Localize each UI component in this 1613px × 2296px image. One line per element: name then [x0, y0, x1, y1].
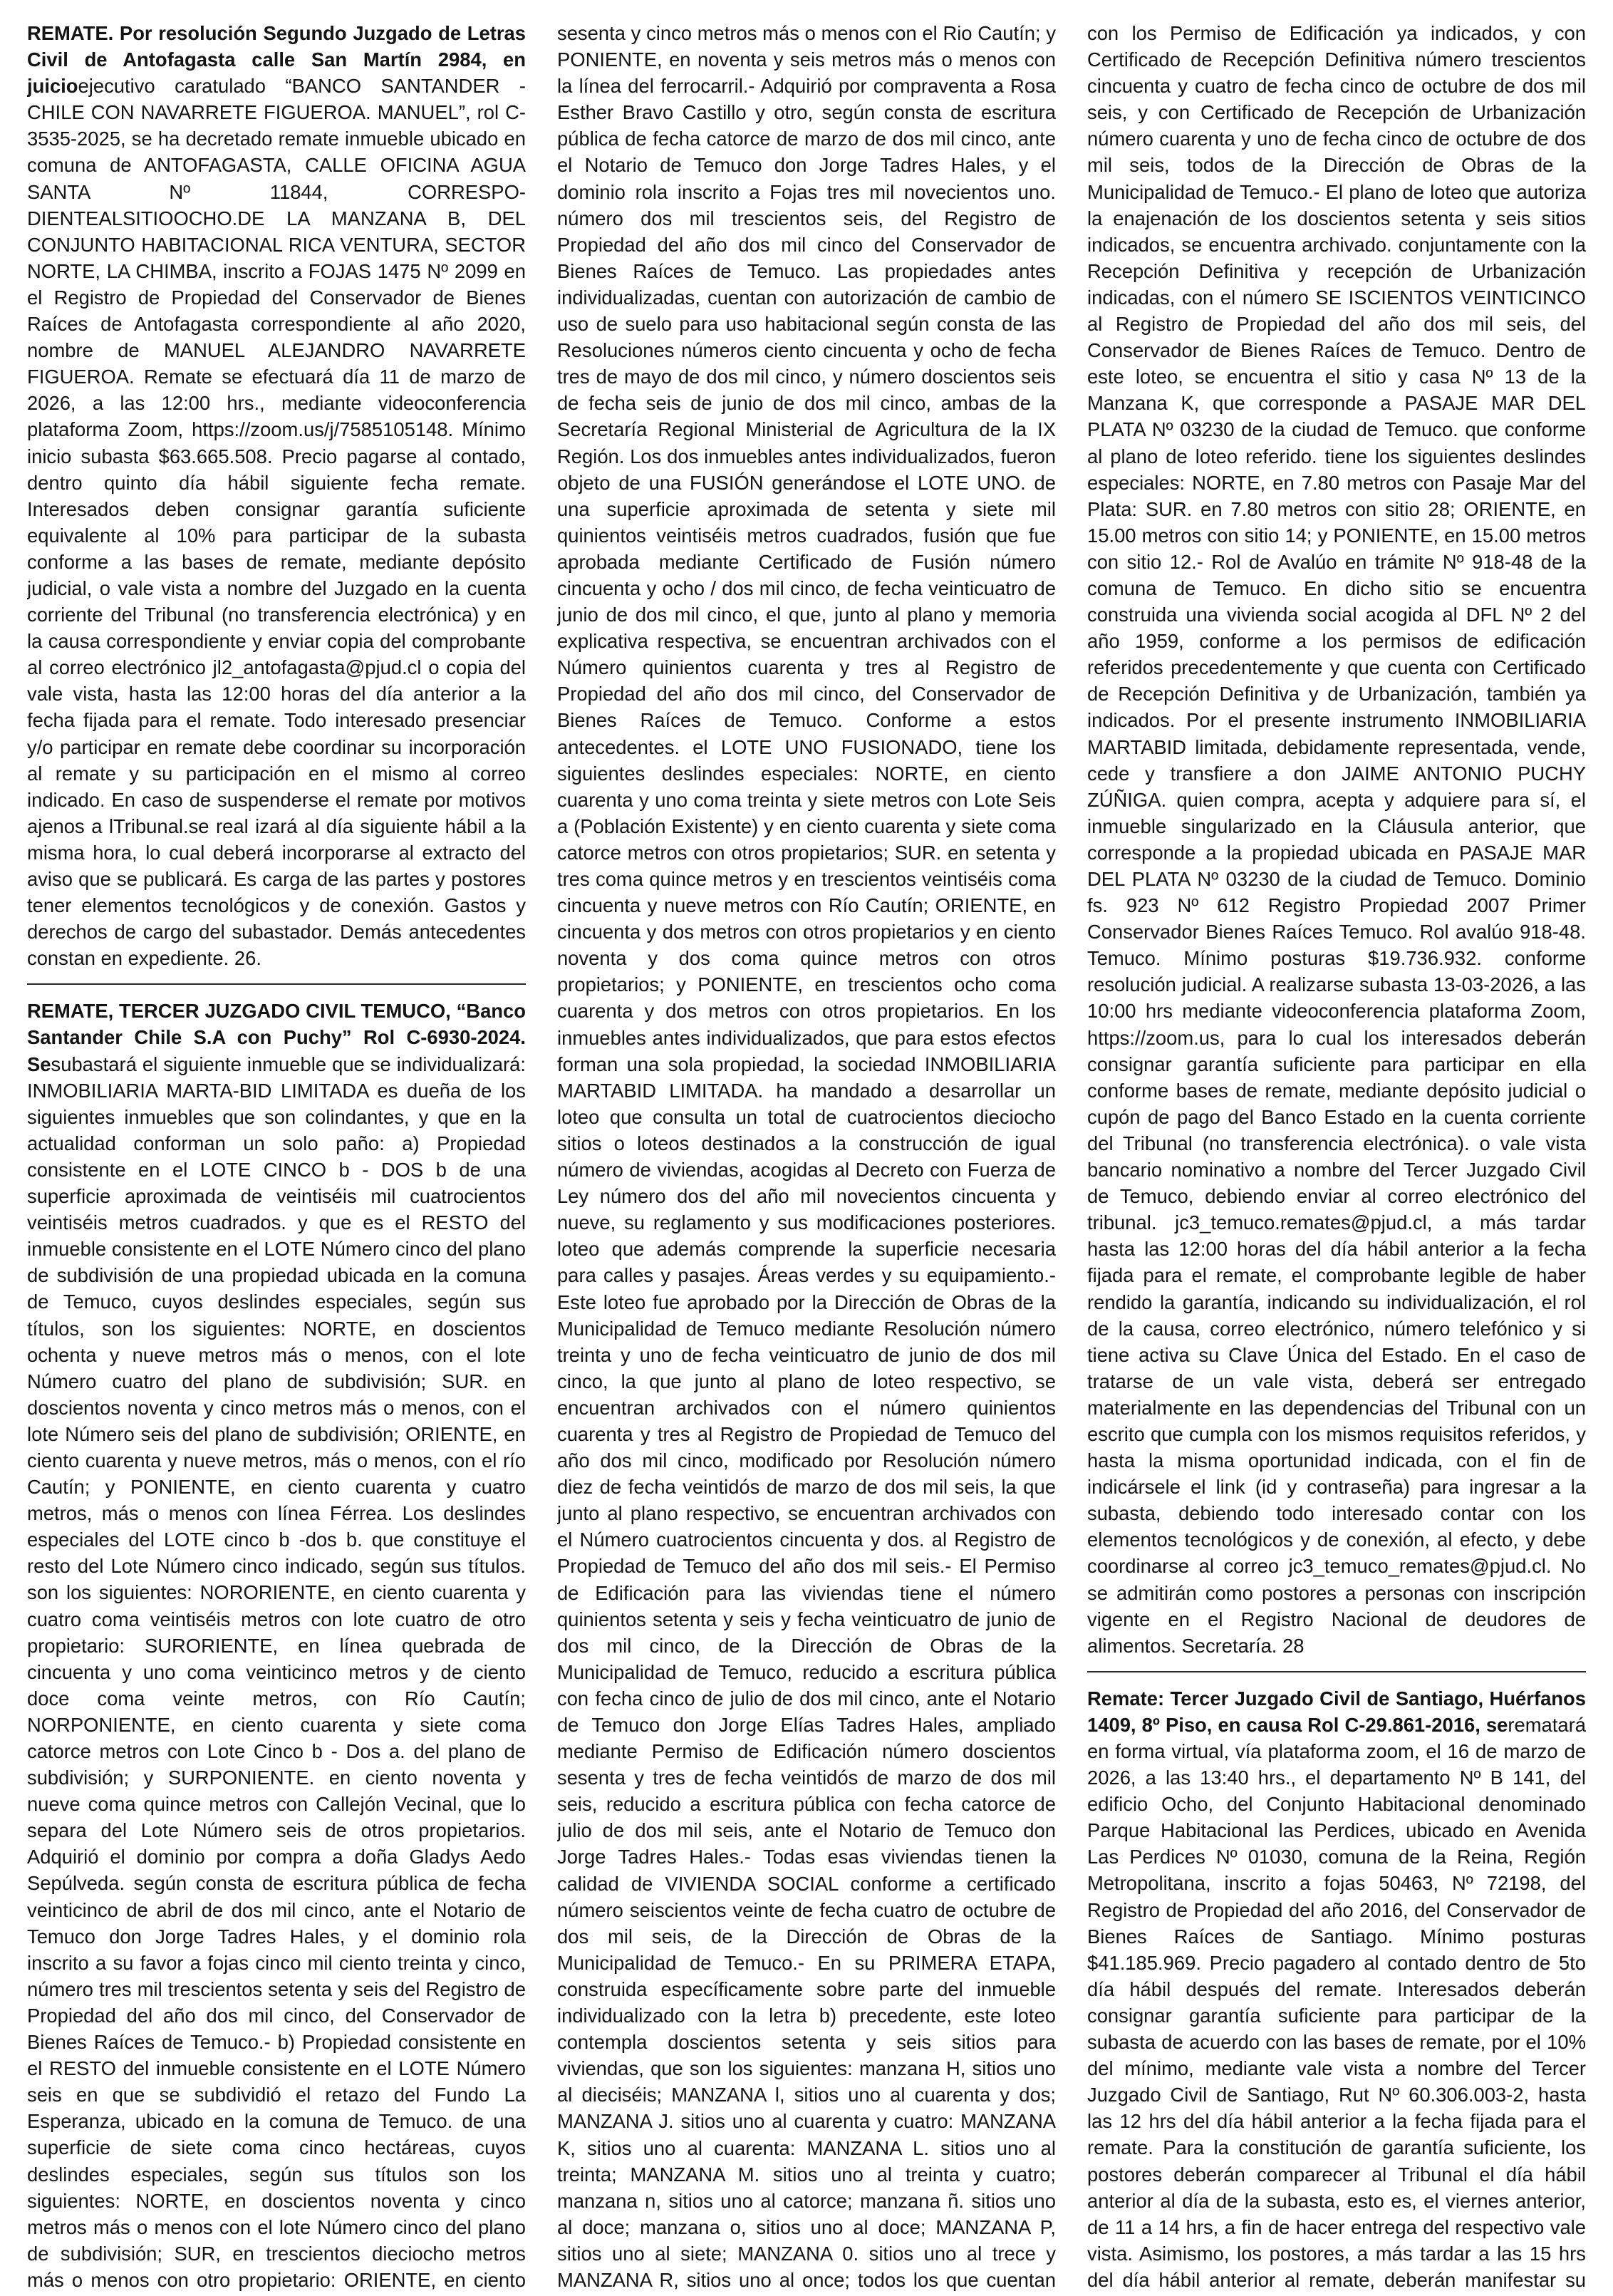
notice-text [1087, 20, 1586, 1659]
legal-notice-temuco [27, 998, 526, 2293]
notice-divider [27, 983, 526, 985]
column [557, 20, 1056, 2296]
legal-notice-temuco [1087, 20, 1586, 1659]
notice-divider [1087, 1671, 1586, 1672]
notice-body: sesenta y cinco metros más o menos con el Rio Cautín; y PONIENTE, en noventa y seis metros más o menos con la línea del ferrocarril.- Adquirió por compraventa a Rosa Esther Bravo Castillo y otro, según consta de escritura pública de fecha catorce de marzo de dos mil cinco, ante el Notario de Temuco don Jorge Tadres Hales, y el dominio rola inscrito a Fojas tres mil novecientos uno. número dos mil trescientos seis, del Registro de Propiedad del año dos mil cinco del Conservador de Bienes Raíces de Temuco. Las propiedades antes individualizadas, cuentan con autorización de cambio de uso de suelo para uso habitacional según consta de las Resoluciones números ciento cincuenta y ocho de fecha tres de mayo de dos mil cinco, y número doscientos seis de fecha seis de junio de dos mil cinco, ambas de la Secretaría Regional Ministerial de Agricultura de la IX Región. Los dos inmuebles antes individualizados, fueron objeto de una FUSIÓN generándose el LOTE UNO. de una superficie aproximada de setenta y siete mil quinientos veintiséis metros cuadrados, fusión que fue aprobada mediante Certificado de Fusión número cincuenta y ocho / dos mil cinco, de fecha veinticuatro de junio de dos mil cinco, el que, junto al plano y memoria explicativa respectiva, se encuentran archivados con el Número quinientos cuarenta y tres al Registro de Propiedad del año dos mil cinco, del Conservador de Bienes Raíces de Temuco. Conforme a estos antecedentes. el LOTE UNO FUSIONADO, tiene los siguientes deslindes especiales: NORTE, en ciento cuarenta y uno coma treinta y siete metros con Lote Seis a (Población Existente) y en ciento cuarenta y siete coma catorce metros con otros propietarios; SUR. en setenta y tres coma quince metros y en trescientos veintiséis coma cincuenta y nueve metros con Río Cautín; ORIENTE, en cincuenta y dos metros con otros propietarios y en ciento noventa y dos coma quince metros con otros propietarios; y PONIENTE, en trescientos ocho coma cuarenta y dos metros con otros propietarios. En los inmuebles antes individualizados, que para estos efectos forman una sola propiedad, la sociedad INMOBILIARIA MARTABID LIMITADA. ha mandado a desarrollar un loteo que consulta un total de cuatrocientos dieciocho sitios o loteos destinados a la construcción de igual número de viviendas, acogidas al Decreto con Fuerza de Ley número dos del año mil novecientos cincuenta y nueve, su reglamento y sus modificaciones posteriores. loteo que además comprende la superficie necesaria para calles y pasajes. Áreas verdes y su equipamiento.- Este loteo fue aprobado por la Dirección de Obras de la Municipalidad de Temuco mediante Resolución número treinta y uno de fecha veinticuatro de junio de dos mil cinco, la que junto al plano de loteo respectivo, se encuentran archivados con el número quinientos cuarenta y tres al Registro de Propiedad de Temuco del año dos mil cinco, modificado por Resolución número diez de fecha veintidós de marzo de dos mil seis, la que junto al plano respectivo, se encuentran archivados con el Número cuatrocientos cincuenta y dos. al Registro de Propiedad de Temuco del año dos mil seis.- El Permiso de Edificación para las viviendas tiene el número quinientos setenta y seis y fecha veinticuatro de junio de dos mil cinco, de la Dirección de Obras de la Municipalidad de Temuco, reducido a escritura pública con fecha cinco de julio de dos mil cinco, ante el Notario de Temuco don Jorge Elías Tadres Hales, ampliado mediante Permiso de Edificación número doscientos sesenta y tres de fecha veintidós de marzo de dos mil seis, reducido a escritura pública con fecha catorce de julio de dos mil seis, ante el Notario de Temuco don Jorge Tadres Hales.- Todas esas viviendas tienen la calidad de VIVIENDA SOCIAL conforme a certificado número seiscientos veinte de fecha cuatro de octubre de dos mil seis, de la Dirección de Obras de la Municipalidad de Temuco.- En su PRIMERA ETAPA, construida específicamente sobre parte del inmueble individualizado con la letra b) precedente, este loteo contempla doscientos setenta y seis sitios para viviendas, que son los siguientes: manzana H, sitios uno al dieciséis; MANZANA l, sitios uno al cuarenta y dos; MANZANA J. sitios uno al cuarenta y cuatro: MANZANA K, sitios uno al cuarenta: MANZANA L. sitios uno al treinta; MANZANA M. sitios uno al treinta y cuatro; manzana n, sitios uno al catorce; manzana ñ. sitios uno al doce; manzana o, sitios uno al doce; MANZANA P, sitios uno al siete; MANZANA 0. sitios uno al trece y MANZANA R, sitios uno al once; todos los que cuentan [557, 22, 1056, 2291]
notice-body: rematará en forma virtual, vía plataforma zoom, el 16 de marzo de 2026, a las 13:40 hrs., el departamento Nº B 141, del edificio Ocho, del Conjunto Habitacional denominado Parque Habitacional las Perdices, ubicado en Avenida Las Perdices Nº 01030, comuna de la Reina, Región Metropolitana, inscrito a fojas 50463, Nº 72198, del Registro de Propiedad del año 2016, del Conservador de Bienes Raíces de Santiago. Mínimo posturas $41.185.969. Precio pagadero al contado dentro de 5to día hábil después del remate. Interesados deberán consignar garantía suficiente para participar de la subasta de acuerdo con las bases de remate, por el 10% del mínimo, mediante vale vista a nombre del Tercer Juzgado Civil de Santiago, Rut Nº 60.306.003-2, hasta las 12 hrs del día hábil anterior a la fecha fijada para el remate. Para la constitución de garantía suficiente, los postores deberán comparecer al Tribunal el día hábil anterior al día de la subasta, esto es, el viernes anterior, de 11 a 14 hrs, a fin de hacer entrega del respectivo vale vista. Asimismo, los postores, a más tardar a las 15 hrs del día hábil anterior al remate, deberán manifestar su [1087, 1713, 1586, 2291]
notice-body: ejecutivo caratulado “BANCO SANTANDER - CHILE CON NAVARRETE FIGUEROA. MANUEL”, rol C-3535-2025, se ha decretado remate inmueble ubicado en comuna de ANTOFAGASTA, CALLE OFICINA AGUA SANTA Nº 11844, CORRESPO-DIENTEALSITIOOCHO.DE LA MANZANA B, DEL CONJUNTO HABITACIONAL RICA VENTURA, SECTOR NORTE, LA CHIMBA, inscrito a FOJAS 1475 Nº 2099 en el Registro de Propiedad del Conservador de Bienes Raíces de Antofagasta correspondiente al año 2020, nombre de MANUEL ALEJANDRO NAVARRETE FIGUEROA. Remate se efectuará día 11 de marzo de 2026, a las 12:00 hrs., mediante videoconferencia plataforma Zoom, https://zoom.us/j/7585105148. Mínimo inicio subasta $63.665.508. Precio pagarse al contado, dentro quinto día hábil siguiente fecha remate. Interesados deben consignar garantía suficiente equivalente al 10% para participar de la subasta conforme a las bases de remate, mediante depósito judicial, o vale vista a nombre del Juzgado en la cuenta corriente del Tribunal (no transferencia electrónica) y en la causa correspondiente y enviar copia del comprobante al correo electrónico jl2_antofagasta@pjud.cl o copia del vale vista, hasta las 12:00 horas del día anterior a la fecha fijada para el remate. Todo interesado presenciar y/o participar en remate debe coordinar su incorporación al remate y su participación en el mismo al correo indicado. En caso de suspenderse el remate por motivos ajenos a lTribunal.se real izará al día siguiente hábil a la misma hora, lo cual deberá incorporarse al extracto del aviso que se publicará. Es carga de las partes y postores tener elementos tecnológicos y de conexión. Gastos y derechos de cargo del subastador. Demás antecedentes constan en expediente. 26. [27, 75, 526, 970]
notice-text [27, 20, 526, 971]
notice-text [27, 998, 526, 2293]
column [27, 20, 526, 2296]
legal-notice-antofagasta [27, 20, 526, 971]
notice-heading: REMATE. Por resolución Segundo Juzgado de Letras Civil de Antofagasta calle San Martín 2984, en juicio [27, 22, 526, 98]
notice-body: subastará el siguiente inmueble que se individualizará: INMOBILIARIA MARTA-BID LIMITADA es dueña de los siguientes inmuebles que son colindantes, y que en la actualidad conforman un solo paño: a) Propiedad consistente en el LOTE CINCO b - DOS b de una superficie aproximada de veintiséis mil cuatrocientos veintiséis metros cuadrados. y que es el RESTO del inmueble consistente en el LOTE Número cinco del plano de subdivisión de una propiedad ubicada en la comuna de Temuco, cuyos deslindes especiales, según sus títulos, son los siguientes: NORTE, en doscientos ochenta y nueve metros más o menos, con el lote Número cuatro del plano de subdivisión; SUR. en doscientos noventa y cinco metros más o menos, con el lote Número seis del plano de subdivisión; ORIENTE, en ciento cuarenta y nueve metros, más o menos, con el río Cautín; y PONIENTE, en ciento cuarenta y cuatro metros, más o menos con línea Férrea. Los deslindes especiales del LOTE cinco b -dos b. que constituye el resto del Lote Número cinco indicado, según sus títulos. son los siguientes: NORORIENTE, en ciento cuarenta y cuatro coma veintiséis metros con lote cuatro de otro propietario: SURORIENTE, en línea quebrada de cincuenta y uno coma veinticinco metros y de ciento doce coma veinte metros, con Río Cautín; NORPONIENTE, en ciento cuarenta y siete coma catorce metros con Lote Cinco b - Dos a. del plano de subdivisión; y SURPONIENTE. en ciento noventa y nueve coma quince metros con Callejón Vecinal, que lo separa del Lote Número seis de otros propietarios. Adquirió el dominio por compra a doña Gladys Aedo Sepúlveda. según consta de escritura pública de fecha veinticinco de abril de dos mil cinco, ante el Notario de Temuco don Jorge Tadres Hales, y el dominio rola inscrito a su favor a fojas cinco mil ciento treinta y cinco, número tres mil trescientos setenta y seis del Registro de Propiedad del año dos mil cinco, del Conservador de Bienes Raíces de Temuco.- b) Propiedad consistente en el RESTO del inmueble consistente en el LOTE Número seis en que se subdividió el retazo del Fundo La Esperanza, ubicado en la comuna de Temuco. de una superficie de siete coma cinco hectáreas, cuyos deslindes especiales, según sus títulos son los siguientes: NORTE, en doscientos noventa y cinco metros más o menos con el lote Número cinco del plano de subdivisión; SUR, en trescientos dieciocho metros más o menos con otro propietario: ORIENTE, en ciento [27, 1053, 526, 2291]
notice-body: con los Permiso de Edificación ya indicados, y con Certificado de Recepción Definitiva número trescientos cincuenta y cuatro de fecha cinco de octubre de dos mil seis, y con Certificado de Recepción de Urbanización número cuarenta y uno de fecha cinco de octubre de dos mil seis, todos de la Dirección de Obras de la Municipalidad de Temuco.- El plano de loteo que autoriza la enajenación de los doscientos setenta y seis sitios indicados, se encuentra archivado. conjuntamente con la Recepción Definitiva y recepción de Urbanización indicadas, con el número SE ISCIENTOS VEINTICINCO al Registro de Propiedad del año dos mil seis, del Conservador de Bienes Raíces de Temuco. Dentro de este loteo, se encuentra el sitio y casa Nº 13 de la Manzana K, que corresponde a PASAJE MAR DEL PLATA Nº 03230 de la ciudad de Temuco. que conforme al plano de loteo referido. tiene los siguientes deslindes especiales: NORTE, en 7.80 metros con Pasaje Mar del Plata: SUR. en 7.80 metros con sitio 28; ORIENTE, en 15.00 metros con sitio 14; y PONIENTE, en 15.00 metros con sitio 12.- Rol de Avalúo en trámite Nº 918-48 de la comuna de Temuco. En dicho sitio se encuentra construida una vivienda social acogida al DFL Nº 2 del año 1959, conforme a los permisos de edificación referidos precedentemente y que cuenta con Certificado de Recepción Definitiva y de Urbanización, también ya indicados. Por el presente instrumento INMOBILIARIA MARTABID limitada, debidamente representada, vende, cede y transfiere a don JAIME ANTONIO PUCHY ZÚÑIGA. quien compra, acepta y adquiere para sí, el inmueble singularizado en la Cláusula anterior, que corresponde a la propiedad ubicada en PASAJE MAR DEL PLATA Nº 03230 de la ciudad de Temuco. Dominio fs. 923 Nº 612 Registro Propiedad 2007 Primer Conservador Bienes Raíces Temuco. Rol avalúo 918-48. Temuco. Mínimo posturas $19.736.932. conforme resolución judicial. A realizarse subasta 13-03-2026, a las 10:00 hrs mediante videoconferencia plataforma Zoom, https://zoom.us, para lo cual los interesados deberán consignar garantía suficiente para participar en ella conforme bases de remate, mediante depósito judicial o cupón de pago del Banco Estado en la cuenta corriente del Tribunal (no transferencia electrónica). o vale vista bancario nominativo a nombre del Tercer Juzgado Civil de Temuco, debiendo enviar al correo electrónico del tribunal. jc3_temuco.remates@pjud.cl, a más tardar hasta las 12:00 horas del día hábil anterior a la fecha fijada para el remate, el comprobante legible de haber rendido la garantía, indicando su individualización, el rol de la causa, correo electrónico, número telefónico y si tiene activa su Clave Única del Estado. En el caso de tratarse de un vale vista, deberá ser entregado materialmente en las dependencias del Tribunal con un escrito que cumpla con los mismos requisitos referidos, y hasta la misma oportunidad indicada, con el fin de indicársele el link (id y contraseña) para ingresar a la subasta, debiendo todo interesado contar con los elementos tecnológicos y de conexión, al efecto, y debe coordinarse al correo jc3_temuco_remates@pjud.cl. No se admitirán como postores a personas con inscripción vigente en el Registro Nacional de deudores de alimentos. Secretaría. 28 [1087, 22, 1586, 1657]
notice-heading: Remate: Tercer Juzgado Civil de Santiago, Huérfanos 1409, 8º Piso, en causa Rol C-29.861-2016, se [1087, 1687, 1586, 1736]
column [1087, 20, 1586, 2296]
columns [27, 20, 1586, 2296]
notice-heading: REMATE, TERCER JUZGADO CIVIL TEMUCO, “Banco Santander Chile S.A con Puchy” Rol C-6930-2024. Se [27, 1000, 526, 1075]
notice-text [557, 20, 1056, 2293]
legal-notice-temuco [557, 20, 1056, 2293]
legal-notice-santiago [1087, 1685, 1586, 2293]
notice-text [1087, 1685, 1586, 2293]
